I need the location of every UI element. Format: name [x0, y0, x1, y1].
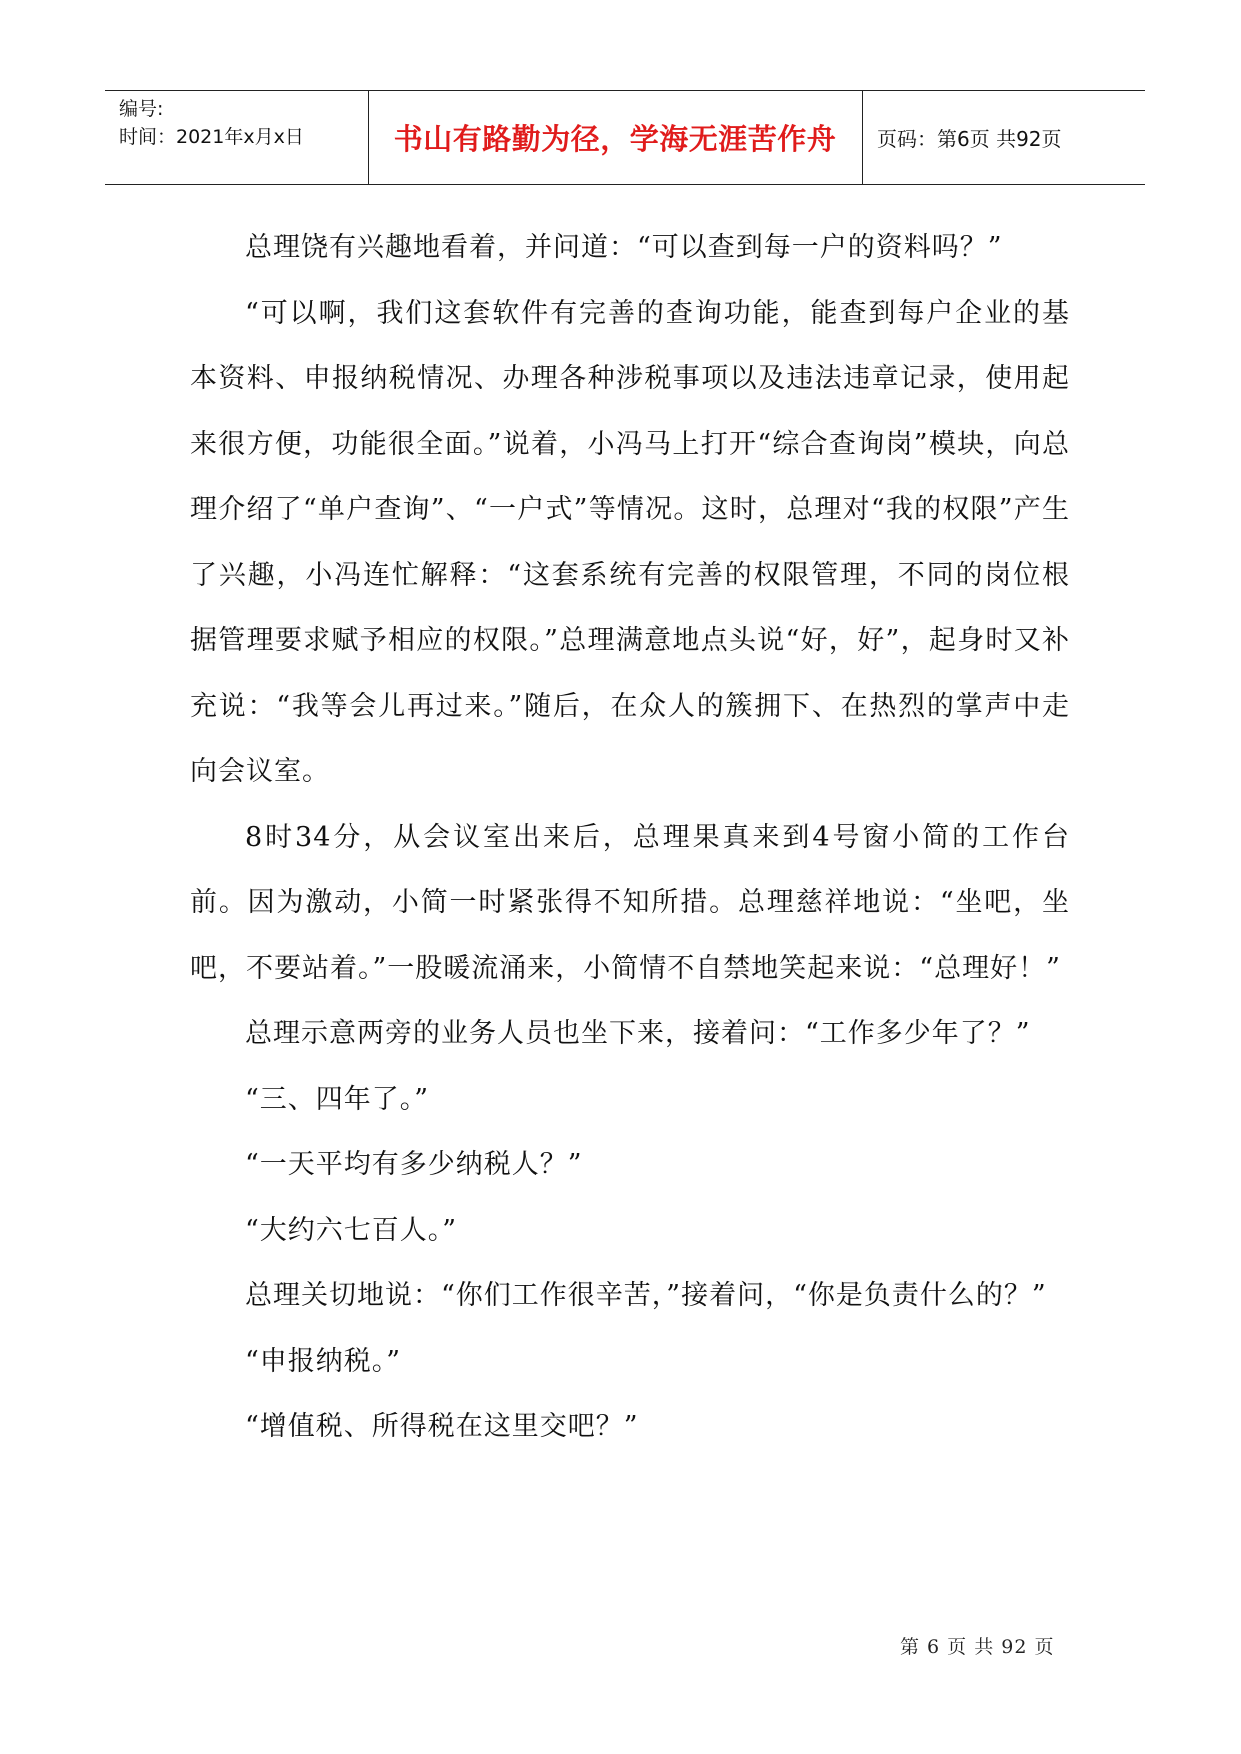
header-divider [862, 91, 863, 184]
paragraph: 总理示意两旁的业务人员也坐下来，接着问：“工作多少年了？” [245, 1018, 1031, 1049]
paragraph: “大约六七百人。” [245, 1214, 458, 1246]
header-motto: 书山有路勤为径，学海无涯苦作舟 [393, 122, 837, 156]
paragraph: “申报纳税。” [245, 1345, 402, 1377]
paragraph: “三、四年了。” [245, 1083, 430, 1115]
paragraph: 8时34分，从会议室出来后，总理果真来到4号窗小简的工作台前。因为激动，小简一时紧张得不知所措。总理慈祥地说：“坐吧，坐吧，不要站着。”一股暖流涌来，小简情不自禁地笑起来说：“总理好！” [190, 821, 1070, 984]
paragraph: 总理饶有兴趣地看着，并问道：“可以查到每一户的资料吗？” [245, 232, 1003, 263]
header-table [105, 90, 1145, 185]
paragraph: “一天平均有多少纳税人？” [245, 1149, 583, 1180]
paragraph: “增值税、所得税在这里交吧？” [245, 1411, 639, 1442]
document-body [190, 215, 1070, 1460]
document-number-label: 编号: [119, 98, 164, 120]
header-left-cell [119, 95, 304, 151]
paragraph: “可以啊，我们这套软件有完善的查询功能，能查到每户企业的基本资料、申报纳税情况、办理各种涉税事项以及违法违章记录，使用起来很方便，功能很全面。”说着，小冯马上打开“综合查询岗”模块，向总理介绍了“单户查询”、“一户式”等情况。这时，总理对“我的权限”产生了兴趣，小冯连忙解释：“这套系统有完善的权限管理，不同的岗位根据管理要求赋予相应的权限。”总理满意地点头说“好，好”，起身时又补充说：“我等会儿再过来。”随后，在众人的簇拥下、在热烈的掌声中走向会议室。 [190, 297, 1070, 787]
header-page-info: 页码：第6页 共92页 [877, 127, 1062, 151]
paragraph: 总理关切地说：“你们工作很辛苦，”接着问，“你是负责什么的？” [245, 1280, 1047, 1311]
document-time-label: 时间：2021年x月x日 [119, 126, 304, 148]
footer-page-number: 第 6 页 共 92 页 [900, 1636, 1055, 1658]
